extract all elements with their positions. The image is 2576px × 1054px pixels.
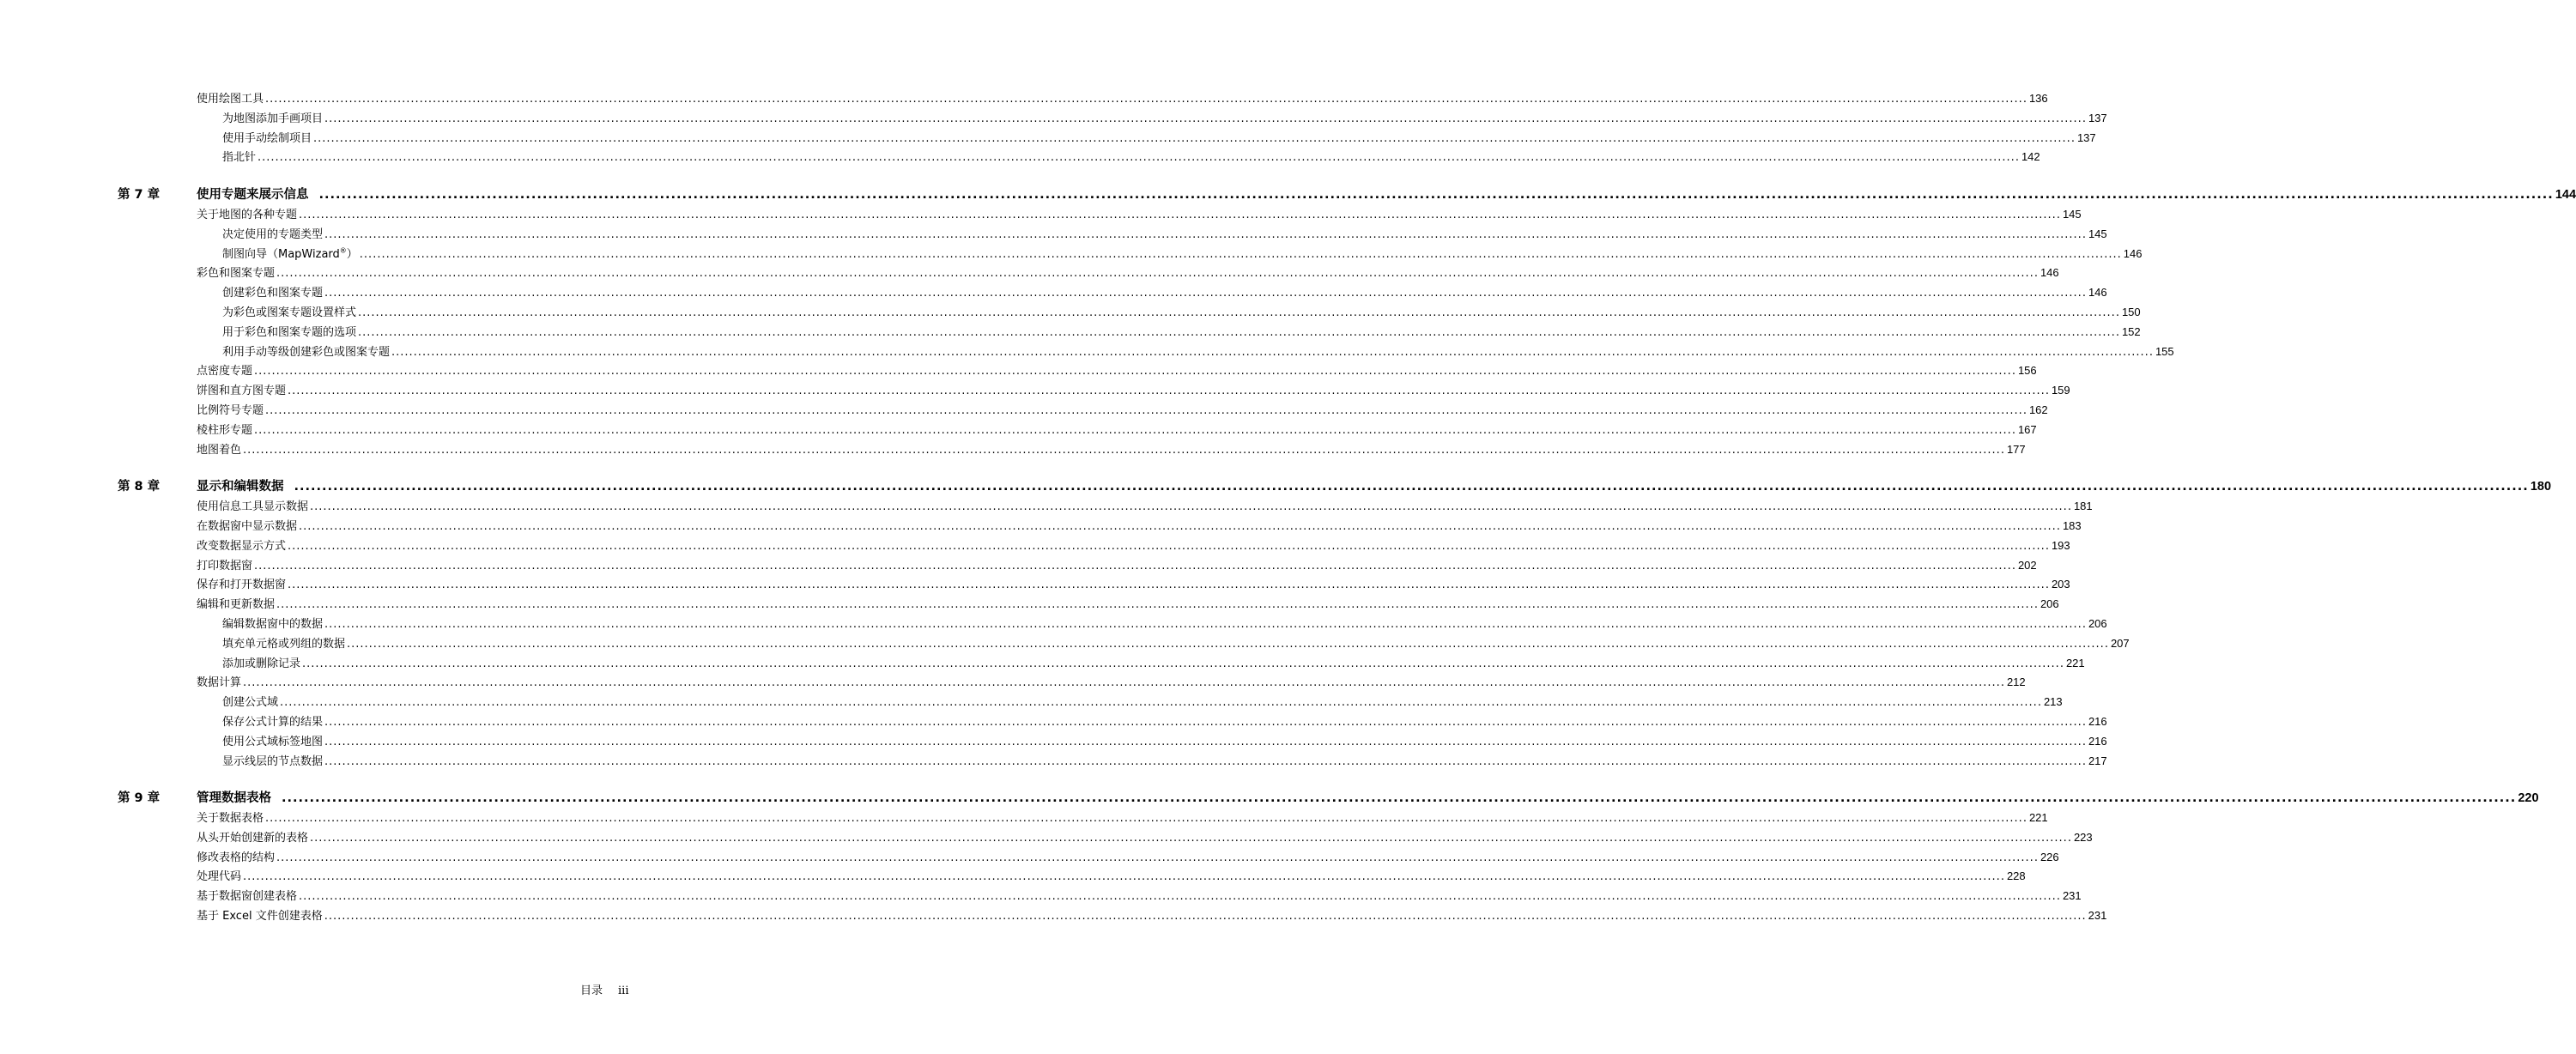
toc-entry-title-text: 使用公式域标签地图 <box>222 735 324 748</box>
dot-leader: ................................................................................................................................................................................................................................................................................................................................................................................................................ <box>299 519 2061 533</box>
toc-entry-title <box>222 324 358 343</box>
toc-entry-title-text: 彩色和图案专题 <box>197 267 276 281</box>
toc-entry-row <box>0 361 2037 381</box>
toc-entry-title-text: 显示和编辑数据 <box>197 480 284 494</box>
toc-entry <box>222 303 2141 324</box>
toc-entry-title <box>222 284 324 304</box>
toc-page-number: 216 <box>2088 714 2107 728</box>
dot-leader: ................................................................................................................................................................................................................................................................................................................................................................................................................ <box>243 676 2005 690</box>
dot-leader: ................................................................................................................................................................................................................................................................................................................................................................................................................ <box>276 267 2039 281</box>
toc-chapter-row <box>0 185 2576 205</box>
toc-entry-title-text: 处理代码 <box>197 870 242 884</box>
toc-page-number: 146 <box>2123 246 2143 260</box>
toc-entry <box>197 673 2026 694</box>
toc-entry <box>222 732 2107 753</box>
toc-chapter-row <box>0 477 2552 497</box>
toc-page-number: 159 <box>2051 384 2070 397</box>
toc-entry-title <box>197 362 254 382</box>
toc-page-number: 206 <box>2088 616 2107 630</box>
toc-page-number: 136 <box>2028 92 2048 105</box>
toc-page-number: 217 <box>2088 754 2107 767</box>
toc-entry-title-text: 使用信息工具显示数据 <box>197 500 309 514</box>
toc-page-number: 213 <box>2043 695 2063 709</box>
dot-leader: ................................................................................................................................................................................................................................................................................................................................................................................................................ <box>313 131 2076 145</box>
dot-leader: ................................................................................................................................................................................................................................................................................................................................................................................................................ <box>288 539 2050 553</box>
toc-entry <box>197 205 2082 226</box>
toc-page-number: 167 <box>2017 422 2037 436</box>
toc-entry <box>222 245 2143 265</box>
dot-leader: ................................................................................................................................................................................................................................................................................................................................................................................................................ <box>276 851 2039 864</box>
toc-entry-title <box>197 829 310 849</box>
toc-entry-title-text: 修改表格的结构 <box>197 851 276 864</box>
dot-leader: ................................................................................................................................................................................................................................................................................................................................................................................................................ <box>254 365 2016 379</box>
toc-entry-row <box>0 264 2059 283</box>
toc-entry-title-text: 显示线层的节点数据 <box>222 754 324 768</box>
toc-page-number: 207 <box>2110 636 2130 650</box>
toc-entry <box>222 283 2107 304</box>
dot-leader: ................................................................................................................................................................................................................................................................................................................................................................................................................ <box>258 151 2020 165</box>
toc-entry-title-text: 棱柱形专题 <box>197 423 253 437</box>
toc-page-number: 181 <box>2073 500 2093 513</box>
dot-leader: ................................................................................................................................................................................................................................................................................................................................................................................................................ <box>391 345 2154 359</box>
toc-page-number: 142 <box>2021 150 2040 164</box>
toc-entry <box>197 828 2093 849</box>
toc-entry-title-text: 创建公式域 <box>222 696 279 710</box>
toc-entry-title <box>197 185 319 205</box>
dot-leader: ................................................................................................................................................................................................................................................................................................................................................................................................................ <box>299 890 2061 904</box>
toc-entry-title-text: 地图着色 <box>197 443 242 457</box>
toc-entry <box>197 848 2059 869</box>
dot-leader: ................................................................................................................................................................................................................................................................................................................................................................................................................ <box>294 480 2529 494</box>
toc-entry <box>197 381 2070 402</box>
toc-page-number: 220 <box>2518 791 2539 806</box>
toc-entry-row <box>0 536 2070 556</box>
dot-leader: ................................................................................................................................................................................................................................................................................................................................................................................................................ <box>265 93 2027 106</box>
toc-entry <box>197 89 2048 110</box>
chapter-label: 第 8 章 <box>118 480 161 494</box>
footer-label: 目录 <box>580 984 603 997</box>
dot-leader: ................................................................................................................................................................................................................................................................................................................................................................................................................ <box>265 812 2027 826</box>
toc-entry-title-text: 在数据窗中显示数据 <box>197 519 298 533</box>
dot-leader: ................................................................................................................................................................................................................................................................................................................................................................................................................ <box>310 500 2072 514</box>
dot-leader: ................................................................................................................................................................................................................................................................................................................................................................................................................ <box>347 637 2109 651</box>
toc-page-number: 144 <box>2555 188 2576 203</box>
toc-entry-row <box>0 693 2063 712</box>
toc-entry-title-text: 填充单元格或列组的数据 <box>222 637 346 651</box>
toc-entry-row <box>0 906 2107 926</box>
toc-entry <box>197 185 2576 205</box>
toc-entry-title-text: 为地图添加手画项目 <box>222 112 324 125</box>
dot-leader: ................................................................................................................................................................................................................................................................................................................................................................................................................ <box>276 598 2039 612</box>
dot-leader: ................................................................................................................................................................................................................................................................................................................................................................................................................ <box>324 617 2087 631</box>
toc-entry-title <box>197 498 310 518</box>
toc-entry <box>197 906 2107 927</box>
toc-entry-row <box>0 323 2141 342</box>
toc-entry-row <box>0 673 2026 693</box>
toc-entry-row <box>0 828 2093 848</box>
toc-page-number: 155 <box>2155 344 2174 358</box>
toc-entry-row <box>0 732 2107 752</box>
toc-entry-row <box>0 440 2026 460</box>
toc-entry-row <box>0 497 2093 517</box>
toc-entry-title-text: 制图向导（MapWizard <box>222 247 340 261</box>
toc-entry <box>197 595 2059 615</box>
toc-entry-title <box>222 635 347 655</box>
toc-page-number: 202 <box>2017 558 2037 572</box>
toc-page-number: 193 <box>2051 538 2070 552</box>
toc-entry-row <box>0 225 2107 245</box>
toc-entry-title-text: 保存和打开数据窗 <box>197 578 287 592</box>
toc-entry-row <box>0 595 2059 615</box>
toc-entry-row <box>0 556 2037 576</box>
toc-entry <box>222 109 2107 130</box>
toc-page-number: 145 <box>2062 207 2082 221</box>
toc-entry-title <box>197 477 294 497</box>
toc-entry-title <box>197 537 288 557</box>
toc-entry <box>222 712 2107 733</box>
toc-entry <box>197 361 2037 382</box>
toc-entry-title <box>197 849 276 869</box>
toc-entry-title <box>197 809 265 829</box>
toc-page-number: 221 <box>2065 656 2085 669</box>
toc-entry-title-text: 用于彩色和图案专题的选项 <box>222 325 357 339</box>
toc-page-number: 231 <box>2088 909 2107 923</box>
toc-entry <box>197 440 2026 461</box>
dot-leader: ................................................................................................................................................................................................................................................................................................................................................................................................................ <box>324 735 2087 748</box>
dot-leader: ................................................................................................................................................................................................................................................................................................................................................................................................................ <box>254 559 2016 572</box>
toc-entry <box>222 752 2107 772</box>
toc-entry <box>197 867 2026 887</box>
toc-entry <box>222 323 2141 343</box>
toc-entry-row <box>0 575 2070 595</box>
toc-page-number: 145 <box>2088 227 2107 240</box>
toc-page-number: 216 <box>2088 734 2107 748</box>
toc-entry-row <box>0 401 2048 421</box>
toc-entry-title <box>222 245 360 265</box>
dot-leader: ................................................................................................................................................................................................................................................................................................................................................................................................................ <box>243 870 2005 884</box>
dot-leader: ................................................................................................................................................................................................................................................................................................................................................................................................................ <box>310 831 2072 845</box>
toc-entry-title-text: 编辑和更新数据 <box>197 598 276 612</box>
toc-entry <box>222 225 2107 245</box>
dot-leader: ................................................................................................................................................................................................................................................................................................................................................................................................................ <box>324 715 2087 729</box>
toc-entry-row <box>0 517 2082 536</box>
toc-entry <box>197 887 2082 907</box>
toc-entry-title-text: 创建彩色和图案专题 <box>222 287 324 300</box>
toc-entry <box>197 809 2048 829</box>
toc-entry-row <box>0 712 2107 732</box>
toc-entry-title <box>197 421 254 441</box>
toc-entry-title-text: 编辑数据窗中的数据 <box>222 617 324 631</box>
toc-entry-title <box>197 868 243 887</box>
toc-entry <box>222 148 2040 168</box>
toc-entry-title-text: 点密度专题 <box>197 365 253 379</box>
toc-entry-title-text: 决定使用的专题类型 <box>222 227 324 241</box>
toc-page-number: 226 <box>2040 850 2059 863</box>
toc-page-number: 183 <box>2062 518 2082 532</box>
dot-leader: ................................................................................................................................................................................................................................................................................................................................................................................................................ <box>243 443 2005 457</box>
toc-page-number: 212 <box>2006 675 2026 689</box>
toc-page-number: 162 <box>2028 403 2048 416</box>
dot-leader: ................................................................................................................................................................................................................................................................................................................................................................................................................ <box>358 325 2120 339</box>
toc-entry-row <box>0 245 2143 264</box>
toc-entry-title-text: 利用手动等级创建彩色或图案专题 <box>222 345 391 359</box>
toc-page-number: 137 <box>2076 130 2096 144</box>
toc-entry <box>222 654 2085 675</box>
dot-leader: ................................................................................................................................................................................................................................................................................................................................................................................................................ <box>318 188 2554 203</box>
toc-page-number: 152 <box>2121 324 2141 338</box>
toc-entry-title <box>197 887 299 907</box>
toc-entry-title <box>197 90 265 110</box>
dot-leader: ................................................................................................................................................................................................................................................................................................................................................................................................................ <box>302 657 2064 670</box>
toc-entry <box>222 129 2096 149</box>
dot-leader: ................................................................................................................................................................................................................................................................................................................................................................................................................ <box>288 578 2050 592</box>
toc-entry-title <box>197 402 265 421</box>
toc-entry-title <box>197 518 299 537</box>
toc-entry-row <box>0 634 2130 654</box>
table-of-contents <box>0 89 2576 926</box>
toc-entry-title-text: 饼图和直方图专题 <box>197 385 287 398</box>
toc-entry-title-text: 使用绘图工具 <box>197 93 264 106</box>
toc-entry-row <box>0 867 2026 887</box>
toc-entry-title-text: 数据计算 <box>197 676 242 690</box>
toc-page-number: 156 <box>2017 364 2037 378</box>
toc-entry-title <box>197 206 299 226</box>
toc-entry <box>197 575 2070 596</box>
toc-entry <box>197 536 2070 557</box>
page-footer <box>580 981 629 997</box>
toc-entry-row <box>0 109 2107 129</box>
toc-entry-title <box>222 615 324 635</box>
toc-entry <box>222 342 2174 363</box>
toc-chapter-row <box>0 789 2539 809</box>
toc-entry-title-text: 使用专题来展示信息 <box>197 188 309 203</box>
toc-page-number: 223 <box>2073 830 2093 844</box>
toc-entry-title <box>222 226 324 245</box>
toc-entry <box>197 477 2552 497</box>
dot-leader: ................................................................................................................................................................................................................................................................................................................................................................................................................ <box>359 247 2122 261</box>
toc-entry-title <box>197 907 324 927</box>
registered-mark: ® <box>339 246 347 255</box>
toc-entry-title <box>222 110 324 130</box>
dot-leader: ................................................................................................................................................................................................................................................................................................................................................................................................................ <box>324 754 2087 768</box>
dot-leader: ................................................................................................................................................................................................................................................................................................................................................................................................................ <box>324 910 2087 924</box>
toc-entry-row <box>0 342 2174 362</box>
toc-entry <box>197 421 2037 441</box>
toc-entry-row <box>0 89 2048 109</box>
toc-entry <box>222 615 2107 635</box>
toc-entry-title <box>222 655 302 675</box>
dot-leader: ................................................................................................................................................................................................................................................................................................................................................................................................................ <box>324 287 2087 300</box>
dot-leader: ................................................................................................................................................................................................................................................................................................................................................................................................................ <box>324 112 2087 125</box>
dot-leader: ................................................................................................................................................................................................................................................................................................................................................................................................................ <box>288 385 2050 398</box>
toc-page-number: 203 <box>2051 578 2070 591</box>
toc-entry-row <box>0 148 2040 167</box>
toc-entry <box>222 634 2130 655</box>
toc-page-number: 221 <box>2028 811 2048 825</box>
toc-page-number: 137 <box>2088 111 2107 124</box>
toc-entry-row <box>0 752 2107 772</box>
toc-entry-title-text: 改变数据显示方式 <box>197 539 287 553</box>
toc-entry-title-text: 关于数据表格 <box>197 812 264 826</box>
toc-entry-row <box>0 615 2107 634</box>
toc-page-number: 150 <box>2121 305 2141 318</box>
dot-leader: ................................................................................................................................................................................................................................................................................................................................................................................................................ <box>358 306 2120 319</box>
toc-entry-title <box>197 576 288 596</box>
toc-entry-title-text: 基于 Excel 文件创建表格 <box>197 910 323 924</box>
toc-entry-title <box>222 304 358 324</box>
dot-leader: ................................................................................................................................................................................................................................................................................................................................................................................................................ <box>299 208 2061 221</box>
toc-entry-title-text: 关于地图的各种专题 <box>197 208 298 221</box>
toc-entry-row <box>0 654 2085 674</box>
toc-entry <box>197 789 2539 809</box>
toc-entry-title <box>197 789 282 809</box>
dot-leader: ................................................................................................................................................................................................................................................................................................................................................................................................................ <box>265 403 2027 417</box>
toc-page-number: 231 <box>2062 889 2082 903</box>
footer-page-number: iii <box>618 984 629 997</box>
toc-entry-title-text: 管理数据表格 <box>197 791 271 806</box>
toc-entry <box>197 497 2093 518</box>
toc-entry-title-text: 比例符号专题 <box>197 403 264 417</box>
toc-entry-row <box>0 283 2107 303</box>
toc-entry-title <box>222 130 313 149</box>
toc-entry-title <box>222 694 280 713</box>
toc-entry-title <box>197 382 288 402</box>
toc-entry-row <box>0 887 2082 906</box>
dot-leader: ................................................................................................................................................................................................................................................................................................................................................................................................................ <box>324 227 2087 241</box>
toc-entry-title <box>222 713 324 733</box>
toc-entry-title <box>222 753 324 772</box>
toc-entry-title-text: 指北针 <box>222 151 257 165</box>
toc-entry-title-text: 保存公式计算的结果 <box>222 715 324 729</box>
toc-page-number: 146 <box>2088 286 2107 300</box>
toc-entry-row <box>0 205 2082 225</box>
toc-page-number: 180 <box>2530 480 2552 494</box>
toc-entry-title-text: 打印数据窗 <box>197 559 253 572</box>
toc-entry <box>197 401 2048 421</box>
toc-page-number: 146 <box>2040 266 2059 280</box>
toc-entry <box>222 693 2063 713</box>
toc-page-number: 177 <box>2006 442 2026 456</box>
toc-entry-title <box>222 343 391 363</box>
toc-entry-title <box>222 148 258 168</box>
toc-entry-row <box>0 303 2141 323</box>
dot-leader: ................................................................................................................................................................................................................................................................................................................................................................................................................ <box>280 696 2042 710</box>
toc-entry-title <box>197 264 276 284</box>
toc-entry-row <box>0 129 2096 148</box>
toc-entry <box>197 264 2059 284</box>
toc-entry-row <box>0 848 2059 868</box>
toc-entry-title-text: 为彩色或图案专题设置样式 <box>222 306 357 319</box>
toc-entry-title-text: 添加或删除记录 <box>222 657 301 670</box>
toc-entry-title <box>222 733 324 753</box>
dot-leader: ................................................................................................................................................................................................................................................................................................................................................................................................................ <box>254 423 2016 437</box>
toc-page-number: 206 <box>2040 597 2059 611</box>
toc-entry <box>197 517 2082 537</box>
toc-entry-title-text: 使用手动绘制项目 <box>222 131 312 145</box>
toc-page-number: 228 <box>2006 869 2026 883</box>
chapter-label: 第 7 章 <box>118 188 161 203</box>
toc-entry-row <box>0 421 2037 440</box>
toc-entry-title <box>197 441 243 461</box>
dot-leader: ................................................................................................................................................................................................................................................................................................................................................................................................................ <box>282 791 2517 806</box>
toc-entry-row <box>0 381 2070 401</box>
toc-entry-title-suffix: ） <box>346 247 358 261</box>
chapter-label: 第 9 章 <box>118 791 161 806</box>
toc-entry <box>197 556 2037 577</box>
toc-entry-row <box>0 809 2048 828</box>
toc-entry-title <box>197 557 254 577</box>
toc-entry-title <box>197 674 243 694</box>
toc-entry-title-text: 基于数据窗创建表格 <box>197 890 298 904</box>
toc-entry-title-text: 从头开始创建新的表格 <box>197 831 309 845</box>
toc-entry-title <box>197 596 276 615</box>
